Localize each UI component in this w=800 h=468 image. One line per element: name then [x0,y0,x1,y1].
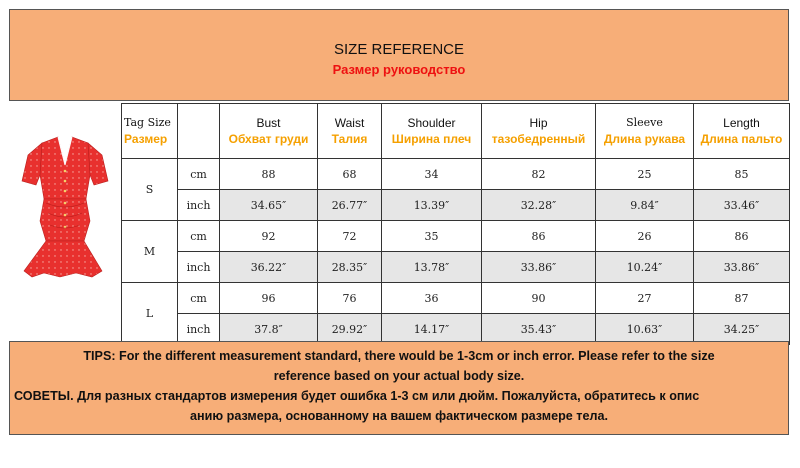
table-cell: 27 [596,283,694,314]
table-cell: 92 [220,221,318,252]
table-cell: 29.92″ [318,314,382,345]
size-label-m: M [122,221,178,283]
tag-size-header: Tag Size Размер [122,104,178,159]
table-row [122,159,790,190]
table-cell: 32.28″ [482,190,596,221]
unit-cm: cm [178,159,220,190]
size-label-l: L [122,283,178,345]
table-cell: 36 [382,283,482,314]
table-cell: 33.86″ [482,252,596,283]
table-cell: 88 [220,159,318,190]
unit-cm: cm [178,283,220,314]
tips-line-ru-1: СОВЕТЫ. Для разных стандартов измерения будет ошибка 1-3 см или дюйм. Пожалуйста, обратитесь к опис [14,389,700,403]
table-cell: 36.22″ [220,252,318,283]
table-cell: 14.17″ [382,314,482,345]
tips-line-ru-2: анию размера, основанному на вашем фактическом размере тела. [190,409,608,423]
table-cell: 28.35″ [318,252,382,283]
table-cell: 68 [318,159,382,190]
column-header-waist: Waist Талия [318,104,382,159]
table-cell: 26 [596,221,694,252]
table-row [122,314,790,345]
table-header-row [122,104,790,159]
table-cell: 96 [220,283,318,314]
unit-cm: cm [178,221,220,252]
table-cell: 34 [382,159,482,190]
table-cell: 25 [596,159,694,190]
table-cell: 37.8″ [220,314,318,345]
table-cell: 33.86″ [694,252,790,283]
table-row [122,190,790,221]
table-cell: 34.25″ [694,314,790,345]
table-cell: 13.39″ [382,190,482,221]
dress-photo [10,103,121,343]
column-header-sleeve: Sleeve Длина рукава [596,104,694,159]
table-cell: 82 [482,159,596,190]
unit-inch: inch [178,314,220,345]
column-header-length: Length Длина пальто [694,104,790,159]
table-cell: 85 [694,159,790,190]
table-cell: 72 [318,221,382,252]
table-cell: 10.24″ [596,252,694,283]
table-cell: 26.77″ [318,190,382,221]
table-cell: 87 [694,283,790,314]
tips-line-en-1: TIPS: For the different measurement standard, there would be 1-3cm or inch error. Please refer to the size [83,349,715,363]
table-cell: 76 [318,283,382,314]
unit-inch: inch [178,190,220,221]
table-cell: 13.78″ [382,252,482,283]
tips-box [9,341,789,435]
column-header-shoulder: Shoulder Ширина плеч [382,104,482,159]
table-cell: 9.84″ [596,190,694,221]
column-header-bust: Bust Обхват груди [220,104,318,159]
table-cell: 35 [382,221,482,252]
table-row [122,283,790,314]
table-cell: 34.65″ [220,190,318,221]
size-label-s: S [122,159,178,221]
page-subtitle: Размер руководство [332,62,466,77]
table-cell: 86 [482,221,596,252]
page-title: SIZE REFERENCE [333,41,465,58]
table-cell: 10.63″ [596,314,694,345]
table-cell: 33.46″ [694,190,790,221]
table-row [122,252,790,283]
tips-line-en-2: reference based on your actual body size. [273,369,525,383]
table-cell: 86 [694,221,790,252]
table-cell: 90 [482,283,596,314]
unit-header [178,104,220,159]
column-header-hip: Hip тазобедренный [482,104,596,159]
table-cell: 35.43″ [482,314,596,345]
header-banner [9,9,789,101]
size-table [121,103,790,345]
unit-inch: inch [178,252,220,283]
table-row [122,221,790,252]
red-dress-image [10,103,121,343]
